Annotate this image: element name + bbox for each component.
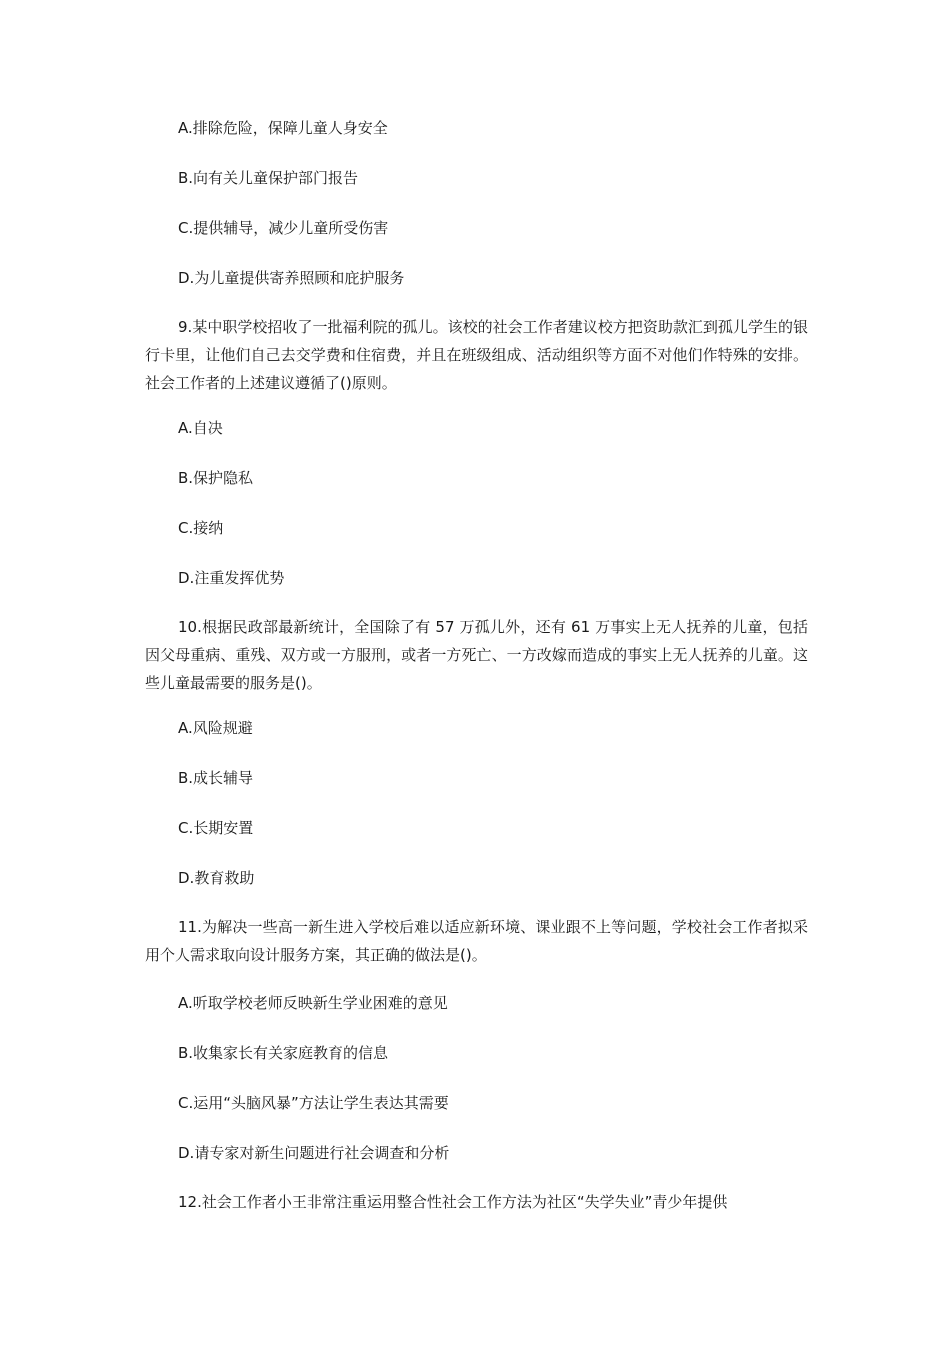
option-d: D.为儿童提供寄养照顾和庇护服务 — [178, 269, 405, 287]
option-a: A.自决 — [178, 419, 223, 437]
option-b: B.保护隐私 — [178, 469, 254, 487]
question-11-stem: 11.为解决一些高一新生进入学校后难以适应新环境、课业跟不上等问题，学校社会工作者拟采用个人需求取向设计服务方案，其正确的做法是()。 — [145, 918, 808, 964]
option-c: C.提供辅导，减少儿童所受伤害 — [178, 219, 389, 237]
option-a: A.听取学校老师反映新生学业困难的意见 — [178, 994, 448, 1012]
option-c: C.接纳 — [178, 519, 224, 537]
option-b: B.收集家长有关家庭教育的信息 — [178, 1044, 389, 1062]
option-a: A.风险规避 — [178, 719, 253, 737]
option-d: D.教育救助 — [178, 869, 255, 887]
option-c: C.运用“头脑风暴”方法让学生表达其需要 — [178, 1094, 449, 1112]
question-12-stem: 12.社会工作者小王非常注重运用整合性社会工作方法为社区“失学失业”青少年提供 — [178, 1193, 728, 1211]
option-c: C.长期安置 — [178, 819, 254, 837]
option-a: A.排除危险，保障儿童人身安全 — [178, 119, 388, 137]
question-10-stem: 10.根据民政部最新统计，全国除了有 57 万孤儿外，还有 61 万事实上无人抚养的儿童，包括因父母重病、重残、双方或一方服刑，或者一方死亡、一方改嫁而造成的事实上无人抚养的儿童。这些儿童最需要的服务是()。 — [145, 618, 808, 692]
question-9-stem: 9.某中职学校招收了一批福利院的孤儿。该校的社会工作者建议校方把资助款汇到孤儿学生的银行卡里，让他们自己去交学费和住宿费，并且在班级组成、活动组织等方面不对他们作特殊的安排。社会工作者的上述建议遵循了()原则。 — [145, 318, 808, 392]
option-d: D.请专家对新生问题进行社会调查和分析 — [178, 1144, 450, 1162]
option-b: B.向有关儿童保护部门报告 — [178, 169, 359, 187]
option-d: D.注重发挥优势 — [178, 569, 285, 587]
option-b: B.成长辅导 — [178, 769, 254, 787]
